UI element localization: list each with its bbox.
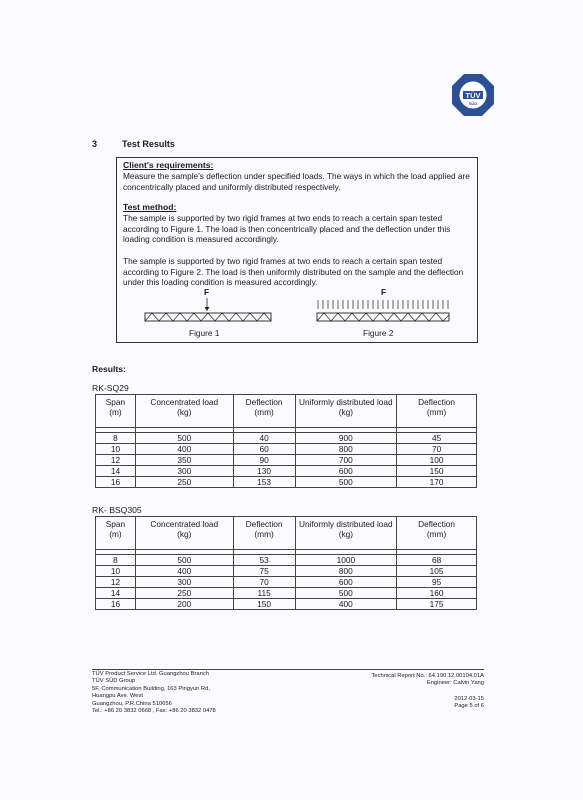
header-deflection: Deflection (mm) xyxy=(233,395,295,428)
footer-address: TÜV Product Service Ltd. Guangzhou Branch TÜV SÜD Group 5F, Communication Building, 163 Pingyun Rd, Huangpu Ave. West Guangzhou, P.R.China 510656 Tel.: +86 20 3832 0668 , Fax: +86 20 3832 0478 xyxy=(92,671,216,715)
footer-rule xyxy=(92,669,484,670)
figure-2-diagram xyxy=(313,296,453,328)
figure-2-caption: Figure 2 xyxy=(363,328,394,338)
header-deflection-udl: Deflection (mm) xyxy=(397,517,477,550)
table-row: 10 400 60 800 70 xyxy=(96,444,477,455)
table-1-label: RK-SQ29 xyxy=(92,383,129,393)
footer-report-info xyxy=(330,673,484,688)
tuv-sud-logo xyxy=(451,73,495,117)
engineer: Engineer: Calvin Yang xyxy=(426,680,484,687)
table-row: 16 200 150 400 175 xyxy=(96,599,477,610)
table-2-label: RK- BSQ305 xyxy=(92,505,142,515)
header-span: Span (m) xyxy=(96,517,136,550)
header-concentrated-load: Concentrated load (kg) xyxy=(135,517,233,550)
section-number: 3 xyxy=(92,139,98,149)
header-concentrated-load: Concentrated load (kg) xyxy=(135,395,233,428)
results-table-1 xyxy=(95,394,477,488)
table-row: 8 500 53 1000 68 xyxy=(96,555,477,566)
test-method-heading: Test method: xyxy=(123,202,177,212)
figure-1-force-label: F xyxy=(204,287,210,297)
table-row: 12 300 70 600 95 xyxy=(96,577,477,588)
table-row: 14 300 130 600 150 xyxy=(96,466,477,477)
client-requirements-heading: Client's requirements: xyxy=(123,160,214,170)
logo-text-top: TÜV xyxy=(465,91,481,100)
report-number: Technical Report No.: 64.190.12.00104.01A xyxy=(371,673,484,679)
logo-text-bottom: SÜD xyxy=(468,101,478,106)
table-row: 16 250 153 500 170 xyxy=(96,477,477,488)
results-heading: Results: xyxy=(92,364,126,374)
footer-date-page xyxy=(380,696,484,711)
table-row: 10 400 75 800 105 xyxy=(96,566,477,577)
header-deflection: Deflection (mm) xyxy=(233,517,295,550)
section-title: Test Results xyxy=(122,139,175,149)
header-uniform-load: Uniformly distributed load (kg) xyxy=(295,395,397,428)
table-row: 8 500 40 900 45 xyxy=(96,433,477,444)
table-row: 14 250 115 500 160 xyxy=(96,588,477,599)
table-row: 12 350 90 700 100 xyxy=(96,455,477,466)
header-span: Span (m) xyxy=(96,395,136,428)
client-requirements-text: Measure the sample's deflection under specified loads. The ways in which the load applied are concentrically placed and uniformly distributed respectively. xyxy=(123,171,470,192)
page-number: Page 5 of 6 xyxy=(454,703,484,710)
header-deflection-udl: Deflection (mm) xyxy=(397,395,477,428)
test-description-box xyxy=(116,157,478,343)
test-method-text-2: The sample is supported by two rigid frames at two ends to reach a certain span tested according to Figure 2. The load is then uniformly distributed on the sample and the deflection under this loading condition is measured accordingly. xyxy=(123,256,464,287)
header-uniform-load: Uniformly distributed load (kg) xyxy=(295,517,397,550)
figure-2-force-label: F xyxy=(381,287,387,297)
results-table-2 xyxy=(95,516,477,610)
test-method-text-1: The sample is supported by two rigid frames at two ends to reach a certain span tested according to Figure 1. The load is then concentrically placed and the deflection under this loading condition is measured accordingly. xyxy=(123,213,451,244)
figure-1-diagram xyxy=(137,296,277,328)
figure-1-caption: Figure 1 xyxy=(189,328,220,338)
report-date: 2012-03-15 xyxy=(454,696,484,702)
